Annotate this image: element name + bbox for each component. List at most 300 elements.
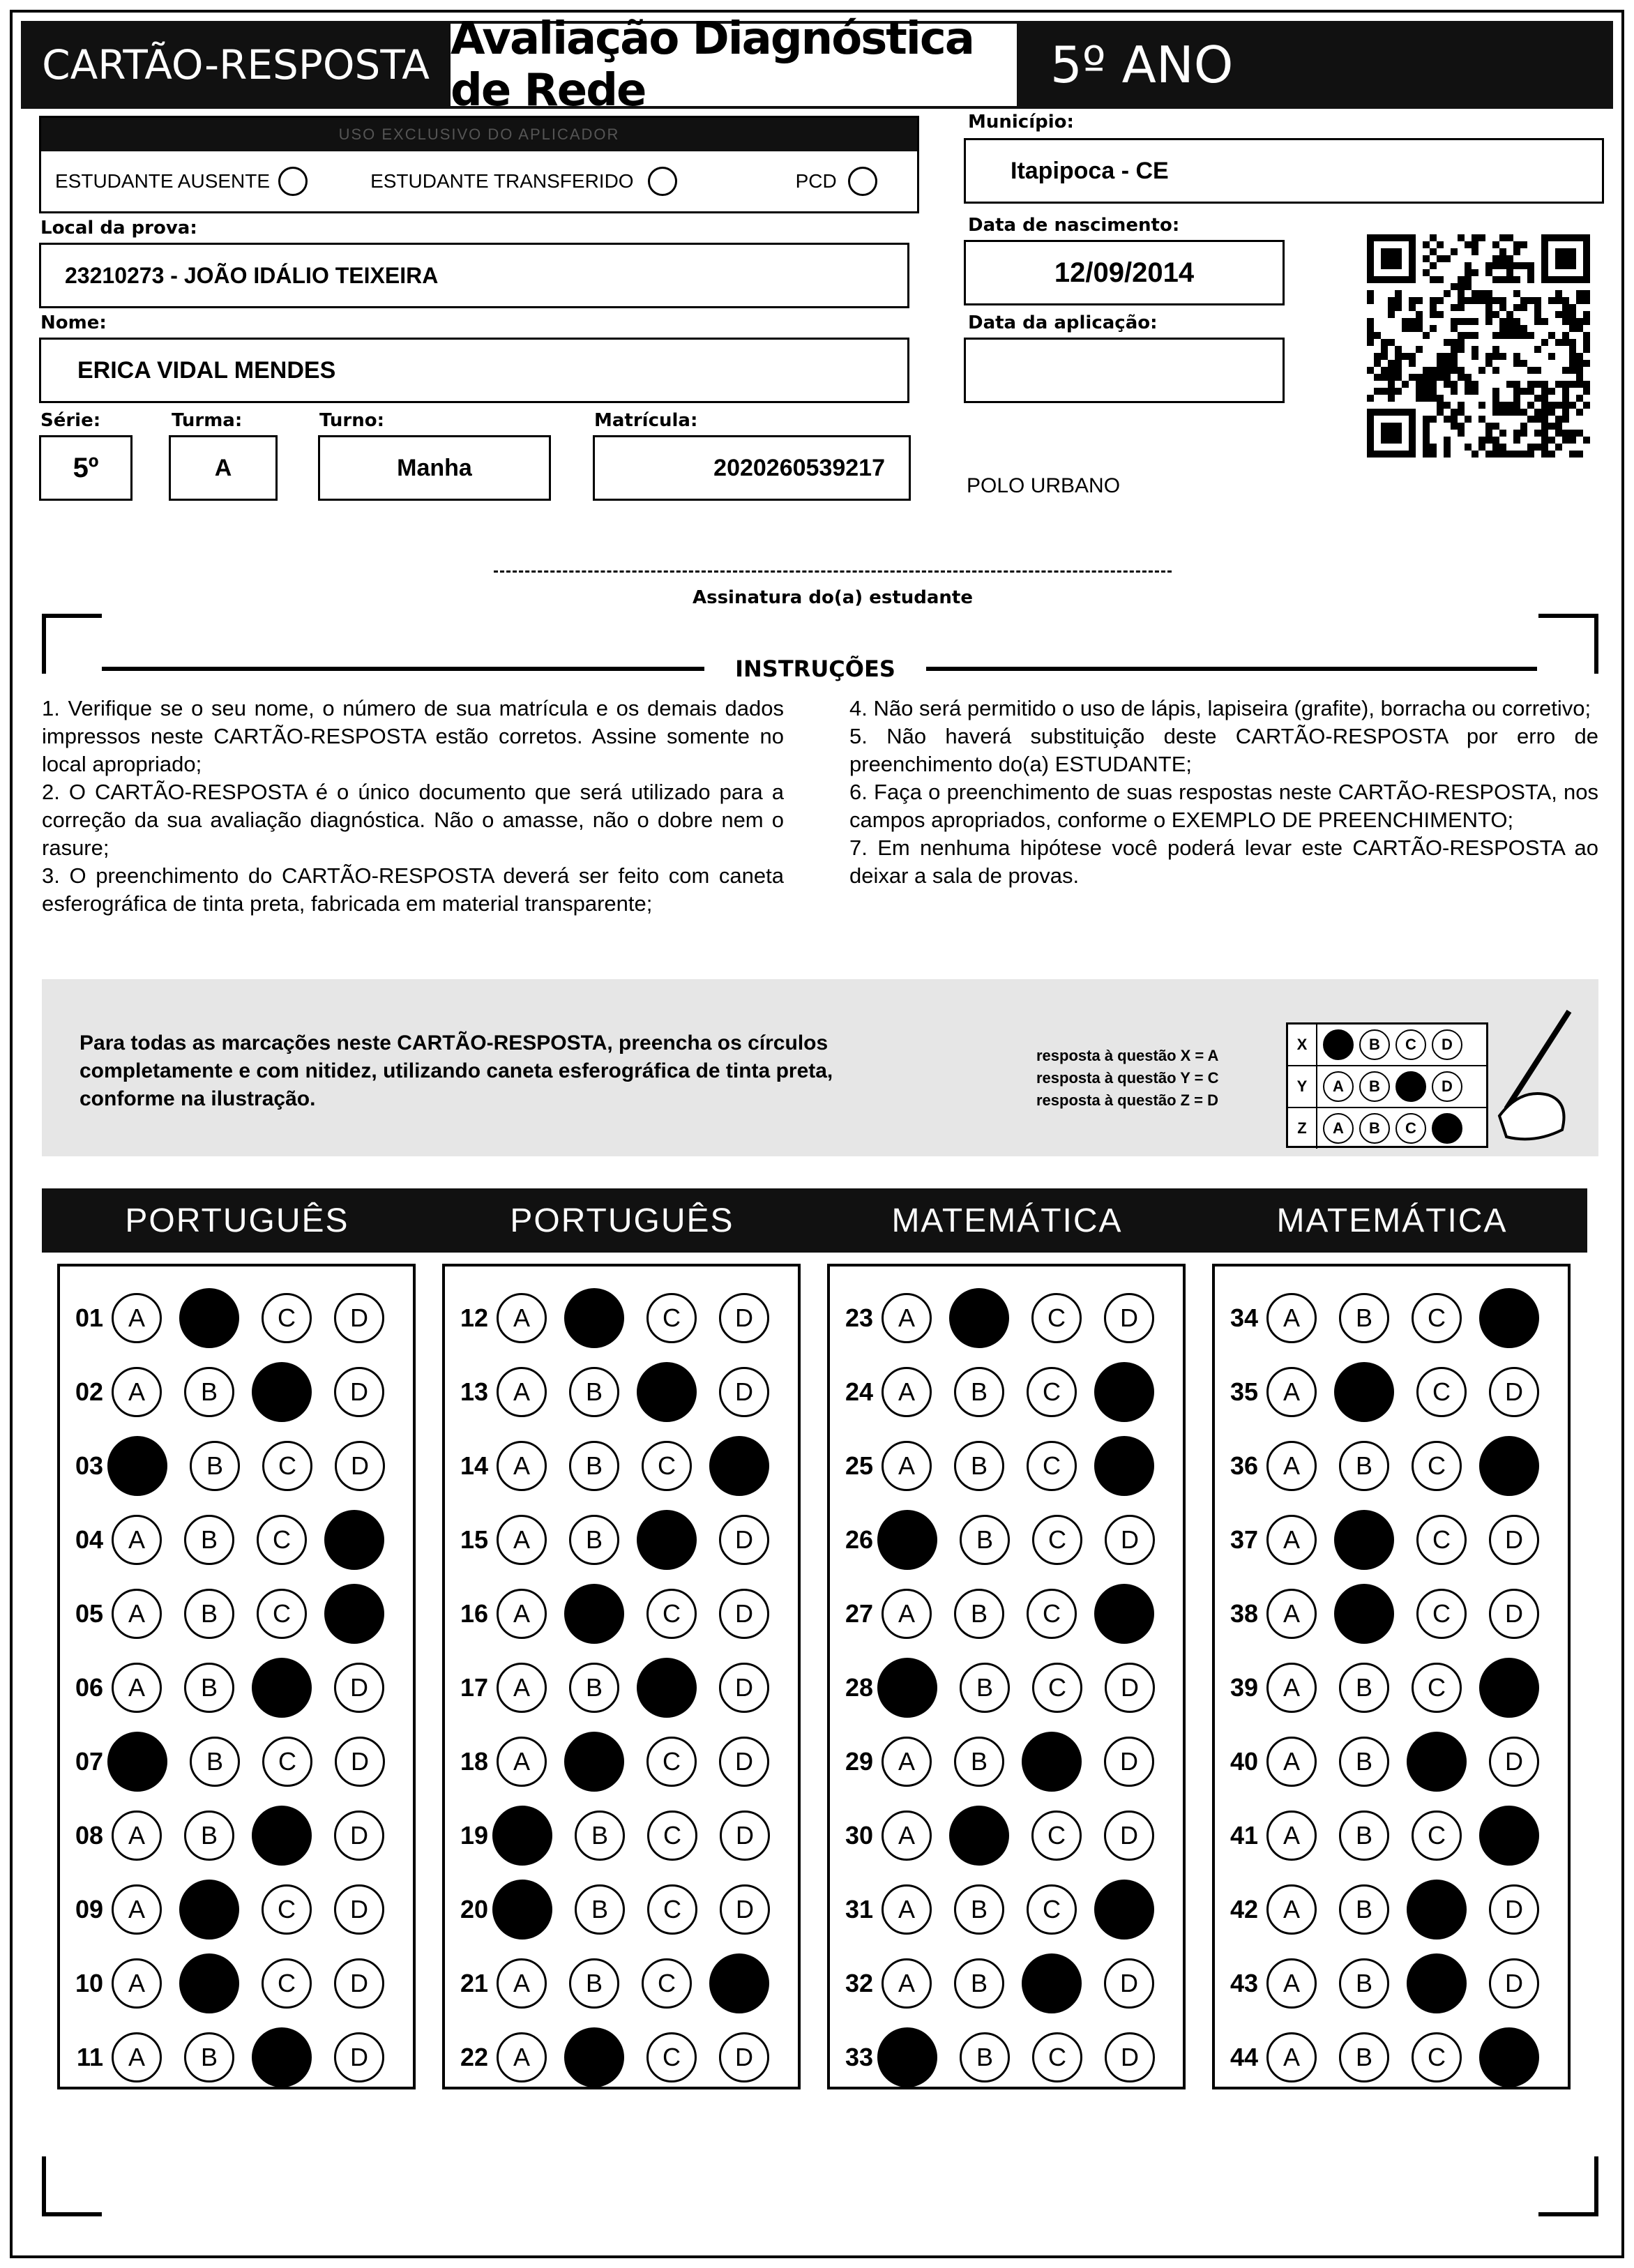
answer-bubble-d[interactable]: D <box>1105 2032 1155 2082</box>
instruction-1: 1. Verifique se o seu nome, o número de sua matrícula e os demais dados impressos neste CARTÃO-RESPOSTA estão corretos. Assine somente no local apropriado; <box>42 696 784 776</box>
answer-bubble-a[interactable]: A <box>882 1737 932 1787</box>
name-label: Nome: <box>40 312 107 333</box>
section-header: PORTUGUÊS <box>427 1188 817 1253</box>
answer-bubble-a[interactable]: A <box>1266 1441 1317 1491</box>
question-number: 39 <box>1230 1673 1258 1702</box>
answer-bubble-c-marked[interactable] <box>637 1510 697 1570</box>
answer-bubble-d-marked[interactable] <box>709 1436 769 1496</box>
answer-bubble-a[interactable]: A <box>1266 1515 1317 1565</box>
example-option-a <box>1323 1029 1354 1060</box>
signature-line[interactable] <box>494 570 1172 573</box>
answer-bubble-d[interactable]: D <box>1104 1293 1154 1343</box>
answer-bubble-a-marked[interactable] <box>107 1436 167 1496</box>
serie-field[interactable] <box>39 435 133 501</box>
answer-bubble-a-marked[interactable] <box>492 1880 552 1940</box>
answer-bubble-a[interactable]: A <box>112 1884 162 1935</box>
question-number: 13 <box>460 1377 488 1406</box>
answer-bubble-d-marked[interactable] <box>1479 2027 1539 2087</box>
answer-bubble-b[interactable]: B <box>569 1515 619 1565</box>
local-label: Local da prova: <box>40 218 197 239</box>
answer-bubble-d[interactable]: D <box>719 1515 769 1565</box>
answer-bubble-d-marked[interactable] <box>1094 1880 1154 1940</box>
answer-bubble-c[interactable]: C <box>646 2032 697 2082</box>
question-row-06 <box>60 1653 384 1723</box>
serie-label: Série: <box>40 410 101 431</box>
answer-bubble-b-marked[interactable] <box>949 1806 1009 1866</box>
question-number: 23 <box>845 1303 873 1332</box>
answer-bubble-a[interactable]: A <box>1266 1958 1317 2009</box>
example-row-y <box>1288 1066 1486 1108</box>
answer-bubble-c[interactable]: C <box>1027 1441 1077 1491</box>
answer-bubble-a[interactable]: A <box>882 1810 932 1861</box>
question-row-44 <box>1215 2023 1539 2092</box>
example-option-c <box>1395 1071 1426 1102</box>
answer-bubble-d[interactable]: D <box>720 1884 770 1935</box>
answer-bubble-d[interactable]: D <box>1489 1367 1539 1417</box>
nascimento-field[interactable] <box>964 240 1285 305</box>
answer-bubble-a[interactable]: A <box>497 1515 547 1565</box>
answer-bubble-b[interactable]: B <box>954 1884 1004 1935</box>
answer-bubble-b[interactable]: B <box>954 1441 1004 1491</box>
example-option-b: B <box>1359 1113 1390 1144</box>
question-row-02 <box>60 1357 384 1427</box>
answer-bubble-d-marked[interactable] <box>1479 1658 1539 1718</box>
answer-bubble-c[interactable]: C <box>647 1810 697 1861</box>
answer-bubble-d[interactable]: D <box>1104 1737 1154 1787</box>
question-number: 26 <box>845 1525 873 1554</box>
matricula-value: 2020260539217 <box>713 454 885 481</box>
answer-bubble-a[interactable]: A <box>1266 2032 1317 2082</box>
answer-bubble-a[interactable]: A <box>497 1293 547 1343</box>
matricula-field[interactable] <box>593 435 911 501</box>
answer-bubble-a[interactable]: A <box>112 1810 162 1861</box>
question-number: 43 <box>1230 1969 1258 1997</box>
answer-bubble-d[interactable]: D <box>1104 1810 1154 1861</box>
turno-field[interactable] <box>318 435 551 501</box>
question-number: 17 <box>460 1673 488 1702</box>
example-legend-y: resposta à questão Y = C <box>1036 1069 1219 1087</box>
answer-bubble-c[interactable]: C <box>262 1958 312 2009</box>
answer-bubble-b[interactable]: B <box>184 1663 234 1713</box>
answer-bubble-c[interactable]: C <box>262 1441 312 1491</box>
answer-bubble-d-marked[interactable] <box>1479 1288 1539 1348</box>
applicator-banner-text: USO EXCLUSIVO DO APLICADOR <box>338 126 620 143</box>
answer-bubble-c[interactable]: C <box>1412 1663 1462 1713</box>
answer-bubble-c[interactable]: C <box>1027 1884 1077 1935</box>
absent-checkbox[interactable] <box>278 167 308 196</box>
answer-bubble-d[interactable]: D <box>719 1589 769 1639</box>
question-row-41 <box>1215 1801 1539 1870</box>
instructions-right <box>849 695 1598 890</box>
example-row-label: X <box>1288 1025 1317 1065</box>
question-row-03 <box>60 1431 385 1501</box>
question-number: 06 <box>75 1673 103 1702</box>
answer-bubble-a[interactable]: A <box>1266 1663 1317 1713</box>
answer-bubble-b[interactable]: B <box>954 1737 1004 1787</box>
question-number: 14 <box>460 1451 488 1480</box>
answer-bubble-c[interactable]: C <box>1412 1293 1462 1343</box>
serie-value: 5º <box>73 452 99 483</box>
question-number: 33 <box>845 2043 873 2071</box>
answer-bubble-a[interactable]: A <box>1266 1884 1317 1935</box>
question-row-12 <box>445 1283 769 1353</box>
question-row-30 <box>830 1801 1154 1870</box>
answer-bubble-d-marked[interactable] <box>1094 1362 1154 1422</box>
answer-bubble-c-marked[interactable] <box>252 1658 312 1718</box>
example-grid <box>1286 1022 1488 1148</box>
answer-bubble-b[interactable]: B <box>1339 1441 1389 1491</box>
answer-bubble-b-marked[interactable] <box>1334 1584 1394 1644</box>
answer-bubble-b[interactable]: B <box>569 1367 619 1417</box>
answer-bubble-c[interactable]: C <box>1416 1515 1467 1565</box>
answer-bubble-d[interactable]: D <box>719 1737 769 1787</box>
name-field[interactable] <box>39 338 909 403</box>
answer-bubble-d[interactable]: D <box>334 1958 384 2009</box>
answer-bubble-d[interactable]: D <box>334 1663 384 1713</box>
answer-bubble-a[interactable]: A <box>882 1441 932 1491</box>
answer-bubble-c-marked[interactable] <box>1022 1953 1082 2013</box>
answer-bubble-d[interactable]: D <box>335 1441 385 1491</box>
answer-bubble-a[interactable]: A <box>882 1293 932 1343</box>
question-row-24 <box>830 1357 1154 1427</box>
corner-top-left <box>42 614 102 674</box>
answer-bubble-b-marked[interactable] <box>179 1880 239 1940</box>
answer-bubble-a[interactable]: A <box>497 1589 547 1639</box>
matricula-label: Matrícula: <box>594 410 698 431</box>
answer-bubble-d[interactable]: D <box>334 1293 384 1343</box>
answer-bubble-b-marked[interactable] <box>179 1288 239 1348</box>
answer-bubble-c[interactable]: C <box>257 1589 307 1639</box>
answer-bubble-d[interactable]: D <box>1105 1663 1155 1713</box>
answer-bubble-b[interactable]: B <box>190 1737 240 1787</box>
answer-bubble-a[interactable]: A <box>497 2032 547 2082</box>
question-row-27 <box>830 1579 1154 1649</box>
answer-bubble-d[interactable]: D <box>334 2032 384 2082</box>
answer-bubble-a-marked[interactable] <box>877 1658 937 1718</box>
answer-bubble-a[interactable]: A <box>497 1663 547 1713</box>
question-row-13 <box>445 1357 769 1427</box>
absent-label: ESTUDANTE AUSENTE <box>55 170 271 192</box>
answer-bubble-c[interactable]: C <box>1032 1515 1082 1565</box>
answer-bubble-b-marked[interactable] <box>564 1732 624 1792</box>
question-number: 41 <box>1230 1821 1258 1850</box>
answer-bubble-a[interactable]: A <box>112 1515 162 1565</box>
answer-bubble-b-marked[interactable] <box>949 1288 1009 1348</box>
instruction-6: 6. Faça o preenchimento de suas respostas neste CARTÃO-RESPOSTA, nos campos apropriados, conforme o EXEMPLO DE PREENCHIMENTO; <box>849 780 1598 832</box>
instruction-7: 7. Em nenhuma hipótese você poderá levar este CARTÃO-RESPOSTA ao deixar a sala de provas. <box>849 836 1598 888</box>
answer-bubble-b[interactable]: B <box>1339 1293 1389 1343</box>
answer-bubble-c[interactable]: C <box>1031 1293 1082 1343</box>
answer-bubble-b[interactable]: B <box>954 1958 1004 2009</box>
section-answer-box <box>442 1264 801 2089</box>
answer-bubble-a[interactable]: A <box>112 1367 162 1417</box>
example-legend-x: resposta à questão X = A <box>1036 1047 1219 1064</box>
question-row-09 <box>60 1875 384 1944</box>
answer-bubble-b[interactable]: B <box>184 2032 234 2082</box>
answer-bubble-b-marked[interactable] <box>179 1953 239 2013</box>
answer-bubble-b[interactable]: B <box>960 1663 1010 1713</box>
answer-bubble-b[interactable]: B <box>569 1958 619 2009</box>
answer-bubble-d-marked[interactable] <box>1094 1584 1154 1644</box>
answer-bubble-a[interactable]: A <box>112 1293 162 1343</box>
question-number: 25 <box>845 1451 873 1480</box>
polo-label: POLO URBANO <box>967 474 1121 497</box>
answer-bubble-b-marked[interactable] <box>564 1584 624 1644</box>
answer-bubble-d-marked[interactable] <box>324 1584 384 1644</box>
question-row-16 <box>445 1579 769 1649</box>
answer-bubble-c-marked[interactable] <box>637 1658 697 1718</box>
answer-bubble-d[interactable]: D <box>719 1663 769 1713</box>
answer-bubble-d[interactable]: D <box>1489 1737 1539 1787</box>
exam-title <box>451 13 1017 116</box>
question-number: 40 <box>1230 1747 1258 1776</box>
answer-bubble-b-marked[interactable] <box>564 2027 624 2087</box>
answer-bubble-b[interactable]: B <box>569 1441 619 1491</box>
turma-label: Turma: <box>172 410 243 431</box>
question-row-25 <box>830 1431 1154 1501</box>
answer-bubble-c[interactable]: C <box>1416 1367 1467 1417</box>
answer-bubble-d-marked[interactable] <box>1479 1806 1539 1866</box>
answer-bubble-c[interactable]: C <box>1032 2032 1082 2082</box>
municipio-label: Município: <box>968 112 1074 133</box>
card-title <box>21 21 451 109</box>
question-number: 42 <box>1230 1895 1258 1923</box>
answer-bubble-d[interactable]: D <box>335 1737 385 1787</box>
answer-bubble-a[interactable]: A <box>882 1958 932 2009</box>
answer-bubble-c-marked[interactable] <box>637 1362 697 1422</box>
answer-bubble-d[interactable]: D <box>1489 1958 1539 2009</box>
answer-bubble-c[interactable]: C <box>642 1958 692 2009</box>
answer-bubble-d-marked[interactable] <box>324 1510 384 1570</box>
answer-bubble-a-marked[interactable] <box>107 1732 167 1792</box>
answer-bubble-b[interactable]: B <box>575 1884 625 1935</box>
answer-bubble-a[interactable]: A <box>497 1737 547 1787</box>
answer-bubble-c[interactable]: C <box>646 1737 697 1787</box>
instructions-title: INSTRUÇÕES <box>735 656 895 682</box>
answer-bubble-b-marked[interactable] <box>1334 1362 1394 1422</box>
answer-bubble-b[interactable]: B <box>1339 2032 1389 2082</box>
answer-bubble-d[interactable]: D <box>334 1810 384 1861</box>
answer-bubble-b[interactable]: B <box>954 1367 1004 1417</box>
answer-bubble-b-marked[interactable] <box>1334 1510 1394 1570</box>
answer-bubble-b[interactable]: B <box>184 1515 234 1565</box>
answer-bubble-a-marked[interactable] <box>877 2027 937 2087</box>
answer-bubble-b[interactable]: B <box>184 1810 234 1861</box>
municipio-value: Itapipoca - CE <box>1011 157 1169 184</box>
answer-bubble-c[interactable]: C <box>262 1293 312 1343</box>
question-row-05 <box>60 1579 384 1649</box>
question-row-33 <box>830 2023 1155 2092</box>
question-row-20 <box>445 1875 770 1944</box>
example-option-d: D <box>1432 1071 1462 1102</box>
grade-text: 5º ANO <box>1050 36 1234 94</box>
answer-bubble-c[interactable]: C <box>1416 1589 1467 1639</box>
question-number: 01 <box>75 1303 103 1332</box>
section-answer-box <box>1212 1264 1571 2089</box>
answer-bubble-c-marked[interactable] <box>1022 1732 1082 1792</box>
answer-bubble-b[interactable]: B <box>1339 1810 1389 1861</box>
pcd-checkbox[interactable] <box>848 167 877 196</box>
example-option-a: A <box>1323 1071 1354 1102</box>
exam-title-text: Avaliação Diagnóstica de Rede <box>451 13 974 116</box>
answer-bubble-d-marked[interactable] <box>1479 1436 1539 1496</box>
card-title-text: CARTÃO-RESPOSTA <box>42 41 430 89</box>
answer-bubble-a-marked[interactable] <box>877 1510 937 1570</box>
answer-bubble-b[interactable]: B <box>190 1441 240 1491</box>
answer-bubble-c-marked[interactable] <box>252 2027 312 2087</box>
answer-bubble-c[interactable]: C <box>1032 1663 1082 1713</box>
example-row-x <box>1288 1025 1486 1066</box>
question-number: 10 <box>75 1969 103 1997</box>
answer-bubble-c[interactable]: C <box>642 1441 692 1491</box>
question-row-37 <box>1215 1505 1539 1575</box>
answer-bubble-b[interactable]: B <box>960 2032 1010 2082</box>
answer-bubble-a[interactable]: A <box>882 1884 932 1935</box>
answer-bubble-c-marked[interactable] <box>1407 1880 1467 1940</box>
answer-bubble-a[interactable]: A <box>882 1589 932 1639</box>
pcd-label: PCD <box>795 170 837 192</box>
answer-bubble-d[interactable]: D <box>334 1884 384 1935</box>
pen-hand-icon <box>1492 1004 1576 1144</box>
turma-value: A <box>214 454 232 481</box>
turno-label: Turno: <box>319 410 384 431</box>
example-text: Para todas as marcações neste CARTÃO-RESPOSTA, preencha os círculos completamente e com nitidez, utilizando caneta esferográfica de tinta preta, conforme na ilustração. <box>80 1031 833 1110</box>
question-number: 31 <box>845 1895 873 1923</box>
turno-value: Manha <box>397 454 472 481</box>
answer-bubble-b[interactable]: B <box>954 1589 1004 1639</box>
answer-bubble-d-marked[interactable] <box>709 1953 769 2013</box>
local-value: 23210273 - JOÃO IDÁLIO TEIXEIRA <box>65 262 439 288</box>
answer-bubble-c[interactable]: C <box>1031 1810 1082 1861</box>
answer-bubble-d[interactable]: D <box>334 1367 384 1417</box>
answer-bubble-b[interactable]: B <box>575 1810 625 1861</box>
answer-bubble-b[interactable]: B <box>1339 1737 1389 1787</box>
question-number: 28 <box>845 1673 873 1702</box>
answer-bubble-c[interactable]: C <box>1027 1589 1077 1639</box>
question-number: 15 <box>460 1525 488 1554</box>
answer-bubble-a[interactable]: A <box>1266 1293 1317 1343</box>
answer-bubble-c[interactable]: C <box>1412 1810 1462 1861</box>
question-row-07 <box>60 1727 385 1797</box>
question-number: 16 <box>460 1599 488 1628</box>
question-number: 27 <box>845 1599 873 1628</box>
answer-bubble-a[interactable]: A <box>497 1441 547 1491</box>
answer-bubble-b[interactable]: B <box>1339 1958 1389 2009</box>
answer-bubble-a[interactable]: A <box>1266 1810 1317 1861</box>
question-row-32 <box>830 1949 1154 2018</box>
answer-bubble-a[interactable]: A <box>1266 1737 1317 1787</box>
answer-bubble-a[interactable]: A <box>1266 1367 1317 1417</box>
applicator-box <box>39 116 919 213</box>
answer-bubble-d[interactable]: D <box>719 2032 769 2082</box>
answer-bubble-d[interactable]: D <box>1489 1884 1539 1935</box>
answer-bubble-c[interactable]: C <box>1412 1441 1462 1491</box>
transferred-checkbox[interactable] <box>648 167 677 196</box>
answer-bubble-b[interactable]: B <box>1339 1884 1389 1935</box>
answer-bubble-a-marked[interactable] <box>492 1806 552 1866</box>
question-number: 34 <box>1230 1303 1258 1332</box>
question-row-43 <box>1215 1949 1539 2018</box>
answer-bubble-c-marked[interactable] <box>252 1362 312 1422</box>
answer-bubble-b-marked[interactable] <box>564 1288 624 1348</box>
answer-bubble-d[interactable]: D <box>1489 1515 1539 1565</box>
answer-bubble-a[interactable]: A <box>112 1663 162 1713</box>
example-option-c: C <box>1395 1029 1426 1060</box>
local-field[interactable] <box>39 243 909 308</box>
answer-bubble-c[interactable]: C <box>1027 1367 1077 1417</box>
answer-bubble-b[interactable]: B <box>184 1589 234 1639</box>
name-value: ERICA VIDAL MENDES <box>77 356 336 384</box>
answer-bubble-a[interactable]: A <box>497 1958 547 2009</box>
question-row-26 <box>830 1505 1155 1575</box>
answer-bubble-d-marked[interactable] <box>1094 1436 1154 1496</box>
answer-bubble-b[interactable]: B <box>184 1367 234 1417</box>
instructions-rule-left <box>102 667 704 671</box>
section-answer-box <box>57 1264 416 2089</box>
instruction-2: 2. O CARTÃO-RESPOSTA é o único documento que será utilizado para a correção da sua avaliação diagnóstica. Não o amasse, não o dobre nem o rasure; <box>42 780 784 860</box>
answer-bubble-a[interactable]: A <box>882 1367 932 1417</box>
answer-bubble-c-marked[interactable] <box>252 1806 312 1866</box>
answer-bubble-c[interactable]: C <box>647 1884 697 1935</box>
example-option-a: A <box>1323 1113 1354 1144</box>
question-number: 04 <box>75 1525 103 1554</box>
section-header: PORTUGUÊS <box>42 1188 432 1253</box>
answer-bubble-c[interactable]: C <box>262 1737 312 1787</box>
answer-bubble-c[interactable]: C <box>646 1589 697 1639</box>
question-number: 05 <box>75 1599 103 1628</box>
answer-bubble-b[interactable]: B <box>960 1515 1010 1565</box>
answer-bubble-a[interactable]: A <box>1266 1589 1317 1639</box>
qr-code <box>1367 234 1590 458</box>
instruction-5: 5. Não haverá substituição deste CARTÃO-RESPOSTA por erro de preenchimento do(a) ESTUDANTE; <box>849 724 1598 776</box>
answer-bubble-d[interactable]: D <box>719 1293 769 1343</box>
answer-bubble-c[interactable]: C <box>1412 2032 1462 2082</box>
corner-bottom-left <box>42 2156 102 2216</box>
municipio-field[interactable] <box>964 138 1604 204</box>
question-number: 32 <box>845 1969 873 1997</box>
answer-bubble-d[interactable]: D <box>1105 1515 1155 1565</box>
answer-bubble-b[interactable]: B <box>1339 1663 1389 1713</box>
signature-label: Assinatura do(a) estudante <box>692 587 973 608</box>
question-number: 29 <box>845 1747 873 1776</box>
question-number: 11 <box>76 2043 103 2071</box>
answer-bubble-a[interactable]: A <box>112 1958 162 2009</box>
answer-bubble-d[interactable]: D <box>1489 1589 1539 1639</box>
question-row-15 <box>445 1505 769 1575</box>
turma-field[interactable] <box>169 435 278 501</box>
answer-bubble-d[interactable]: D <box>720 1810 770 1861</box>
nascimento-value: 12/09/2014 <box>1054 257 1195 288</box>
answer-bubble-c-marked[interactable] <box>1407 1953 1467 2013</box>
question-number: 44 <box>1230 2043 1258 2071</box>
answer-bubble-a[interactable]: A <box>497 1367 547 1417</box>
example-option-b: B <box>1359 1071 1390 1102</box>
answer-bubble-d[interactable]: D <box>719 1367 769 1417</box>
answer-bubble-c-marked[interactable] <box>1407 1732 1467 1792</box>
question-number: 36 <box>1230 1451 1258 1480</box>
example-row-z <box>1288 1108 1486 1149</box>
answer-bubble-a[interactable]: A <box>112 1589 162 1639</box>
answer-bubble-c[interactable]: C <box>262 1884 312 1935</box>
question-number: 18 <box>460 1747 488 1776</box>
answer-bubble-a[interactable]: A <box>112 2032 162 2082</box>
answer-bubble-c[interactable]: C <box>646 1293 697 1343</box>
answer-bubble-c[interactable]: C <box>257 1515 307 1565</box>
aplicacao-field[interactable] <box>964 338 1285 403</box>
nascimento-label: Data de nascimento: <box>968 215 1180 236</box>
answer-bubble-d[interactable]: D <box>1104 1958 1154 2009</box>
answer-bubble-b[interactable]: B <box>569 1663 619 1713</box>
